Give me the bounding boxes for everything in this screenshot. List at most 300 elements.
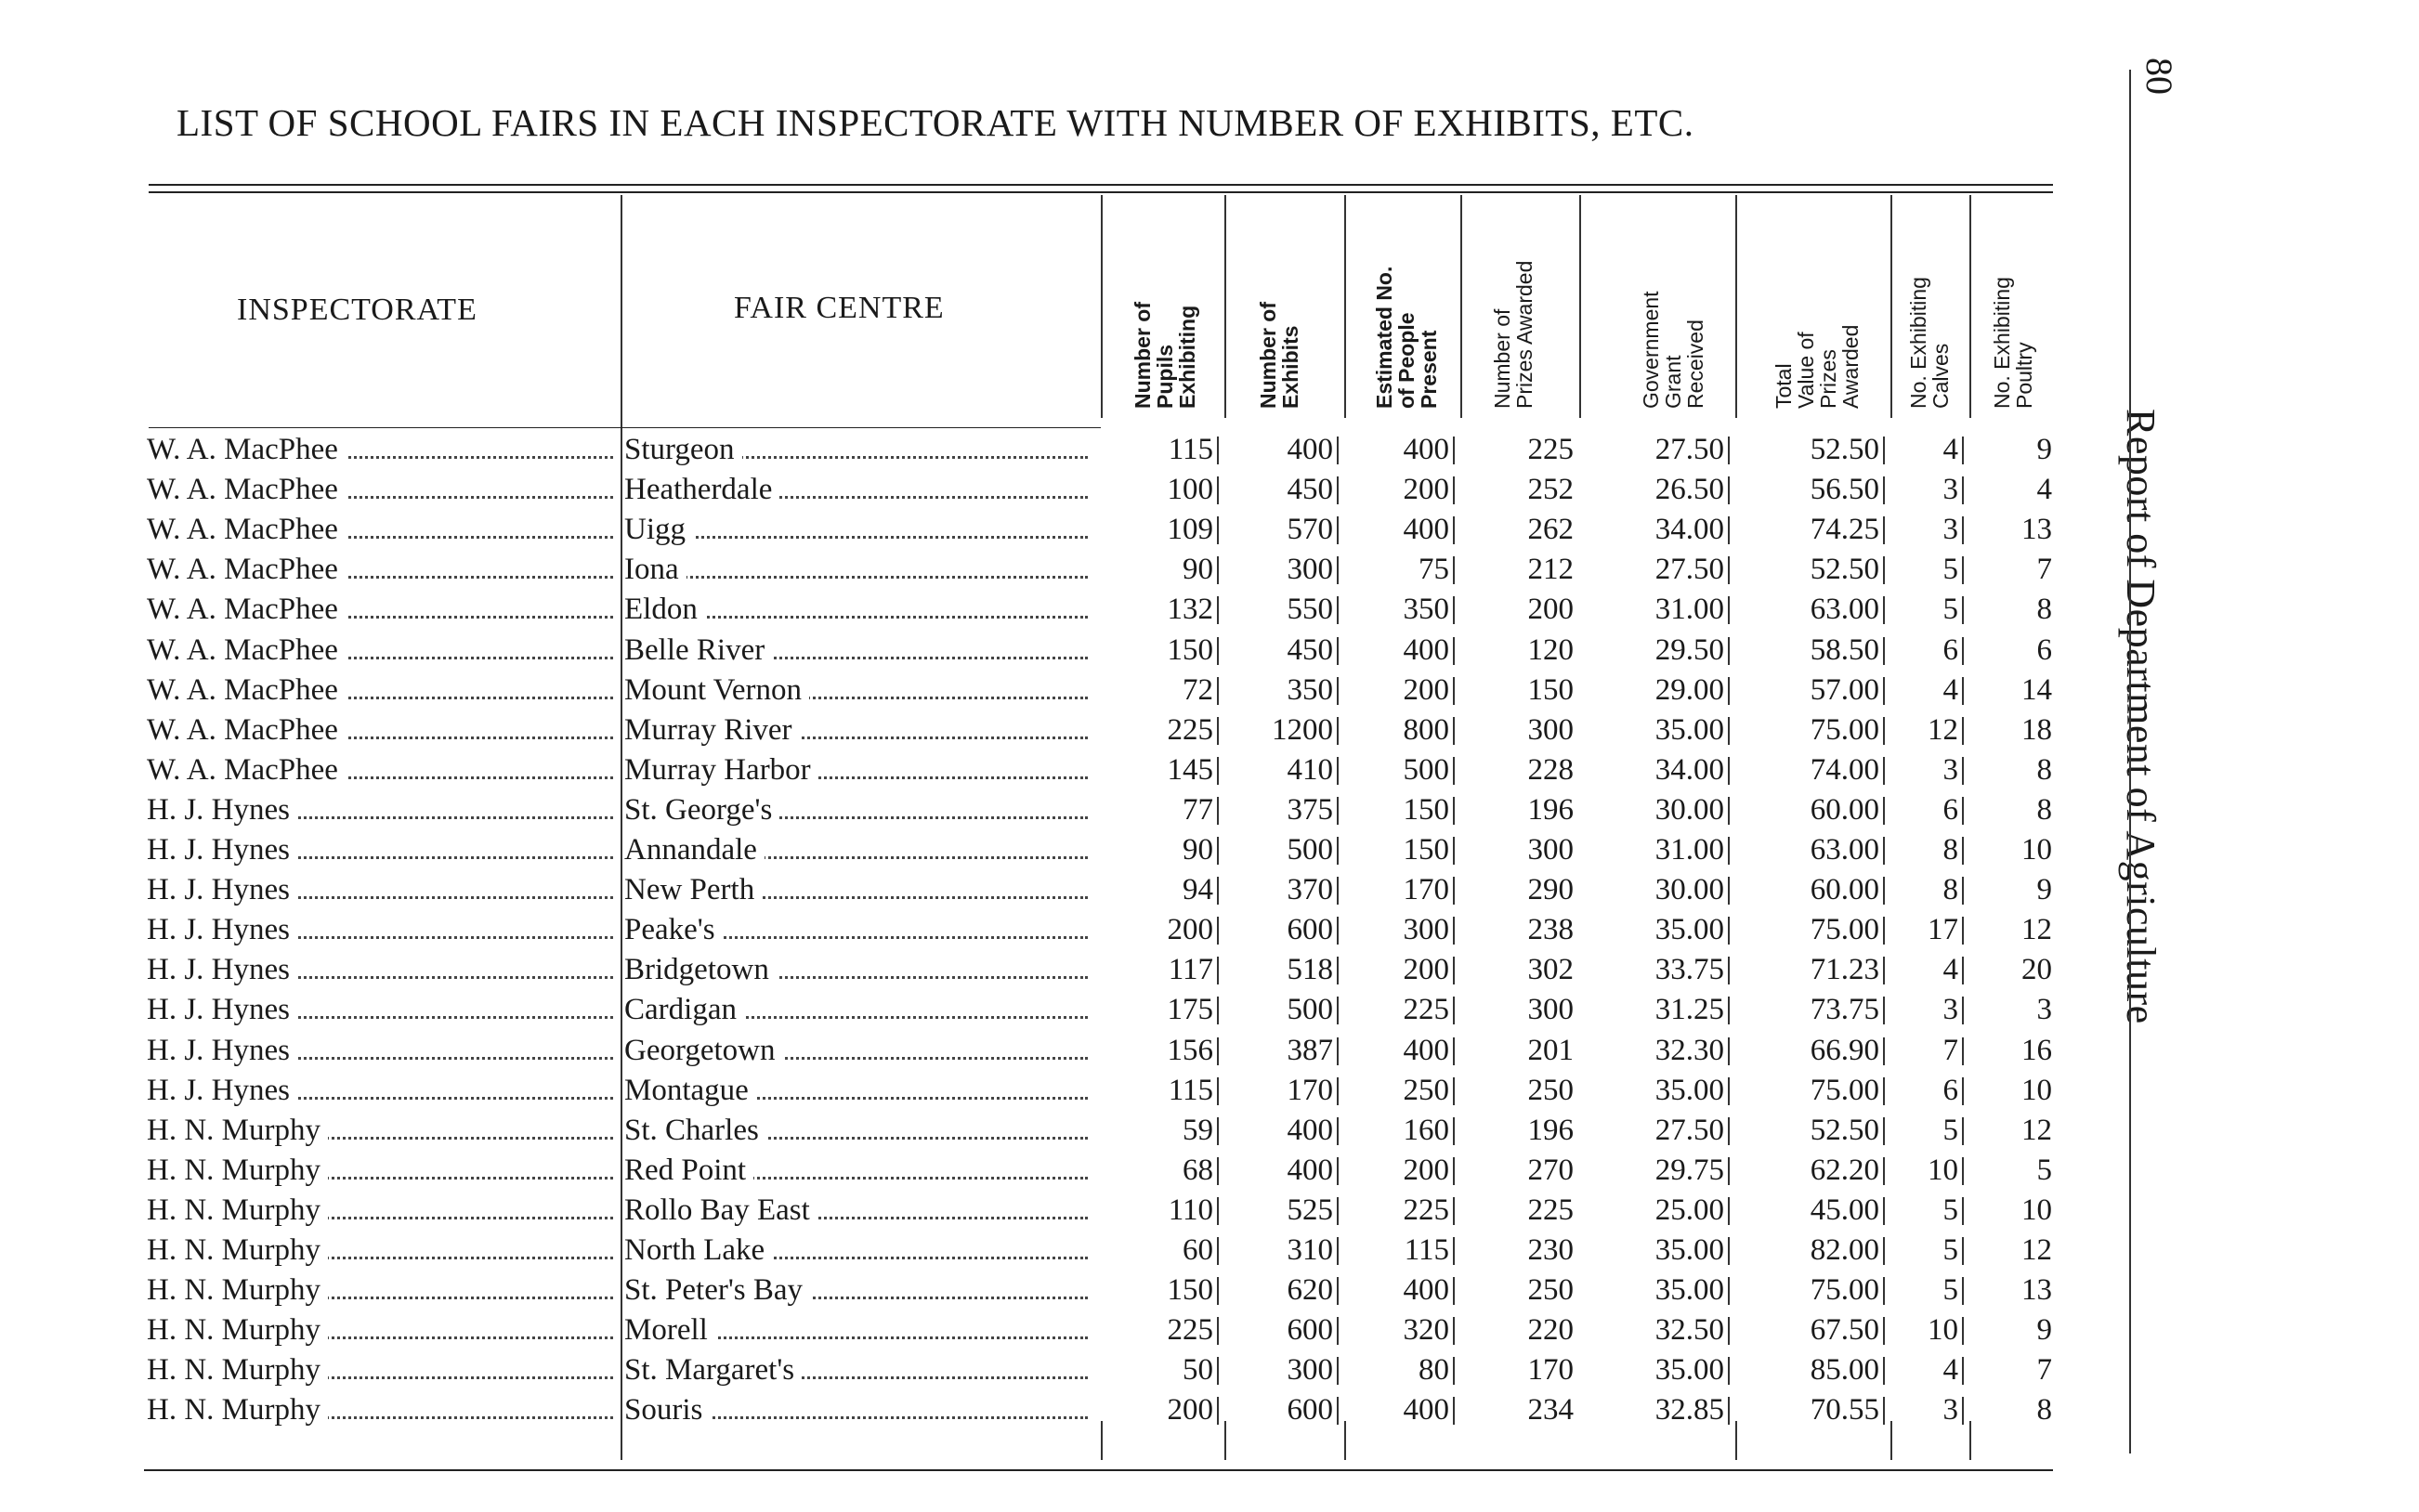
exhibits-value: 400 <box>1287 433 1333 466</box>
prizes-value: 262 <box>1527 513 1574 547</box>
prizes-value: 228 <box>1527 752 1574 787</box>
header-fair-centre: FAIR CENTRE <box>734 291 945 325</box>
people-value: 320 <box>1403 1313 1449 1348</box>
pupils-value: 60 <box>1183 1233 1213 1267</box>
prizes-value: 238 <box>1527 913 1574 947</box>
calves-cell <box>1821 590 1964 630</box>
calves-value: 3 <box>1942 513 1958 547</box>
inspectorate-cell <box>147 1111 619 1151</box>
inspectorate-cell <box>147 1151 619 1191</box>
grant-value: 27.50 <box>1654 433 1724 466</box>
exhibits-value: 387 <box>1287 1033 1333 1067</box>
poultry-value: 20 <box>2021 953 2052 987</box>
grant-value: 26.50 <box>1654 473 1724 507</box>
fair-centre-text: Cardigan <box>624 993 744 1026</box>
people-value: 150 <box>1403 833 1449 867</box>
pupils-value: 110 <box>1168 1193 1213 1227</box>
poultry-value: 12 <box>2021 913 2052 947</box>
inspectorate-text: H. N. Murphy <box>147 1393 328 1427</box>
calves-cell <box>1821 750 1964 790</box>
poultry-cell <box>1979 990 2052 1030</box>
inspectorate-cell <box>147 550 619 590</box>
prizes-value: 212 <box>1527 553 1574 587</box>
fair-centre-text: Red Point <box>624 1154 753 1187</box>
poultry-cell <box>1979 1191 2052 1231</box>
pupils-value: 77 <box>1183 792 1213 827</box>
fair-centre-text: Rollo Bay East <box>624 1193 817 1227</box>
table-row <box>0 990 2062 1030</box>
value-value: 60.00 <box>1810 873 1879 907</box>
people-value: 350 <box>1403 593 1449 627</box>
inspectorate-cell <box>147 1231 619 1271</box>
calves-value: 5 <box>1942 1193 1958 1227</box>
people-value: 115 <box>1404 1233 1449 1267</box>
calves-cell <box>1821 1151 1964 1191</box>
divider-grant <box>1579 195 1581 418</box>
pupils-value: 145 <box>1167 752 1213 787</box>
value-value: 63.00 <box>1810 833 1879 867</box>
prizes-value: 170 <box>1527 1353 1574 1388</box>
grant-value: 31.00 <box>1654 593 1724 627</box>
inspectorate-cell <box>147 750 619 790</box>
fair-centre-text: New Perth <box>624 873 762 906</box>
calves-cell <box>1821 1231 1964 1271</box>
fair-centre-cell <box>624 1271 1093 1310</box>
fair-centre-text: Belle River <box>624 633 772 667</box>
value-value: 56.50 <box>1810 473 1879 507</box>
fair-centre-cell <box>624 631 1093 671</box>
divider-poultry <box>1969 195 1971 418</box>
exhibits-value: 450 <box>1287 473 1333 507</box>
fair-centre-text: Annandale <box>624 833 765 867</box>
poultry-value: 8 <box>2036 1393 2052 1427</box>
calves-value: 6 <box>1942 792 1958 827</box>
inspectorate-text: H. J. Hynes <box>147 833 297 867</box>
fair-centre-cell <box>624 1191 1093 1231</box>
calves-cell <box>1821 1071 1964 1111</box>
prizes-value: 270 <box>1527 1153 1574 1187</box>
calves-value: 17 <box>1928 913 1958 947</box>
table-row <box>0 550 2062 590</box>
calves-cell <box>1821 1390 1964 1430</box>
margin-rule <box>2129 70 2131 1453</box>
fair-centre-text: Murray River <box>624 713 800 747</box>
inspectorate-cell <box>147 590 619 630</box>
value-value: 52.50 <box>1810 1113 1879 1147</box>
inspectorate-cell <box>147 470 619 510</box>
poultry-value: 7 <box>2036 553 2052 587</box>
pupils-value: 94 <box>1183 873 1213 907</box>
table-row <box>0 1031 2062 1071</box>
poultry-cell <box>1979 790 2052 830</box>
exhibits-value: 310 <box>1287 1233 1333 1267</box>
calves-value: 5 <box>1942 1273 1958 1308</box>
poultry-cell <box>1979 1071 2052 1111</box>
pupils-value: 150 <box>1167 1273 1213 1308</box>
inspectorate-cell <box>147 1350 619 1390</box>
table-row <box>0 710 2062 750</box>
calves-cell <box>1821 631 1964 671</box>
fair-centre-cell <box>624 1310 1093 1350</box>
inspectorate-cell <box>147 430 619 470</box>
grant-value: 25.00 <box>1654 1193 1724 1227</box>
exhibits-value: 375 <box>1287 792 1333 827</box>
header-inspectorate: INSPECTORATE <box>237 293 477 327</box>
divider-people <box>1344 195 1346 418</box>
poultry-value: 12 <box>2021 1113 2052 1147</box>
header-estimated-people: Estimated No. of People Present <box>1372 266 1441 409</box>
fair-centre-cell <box>624 1231 1093 1271</box>
grant-value: 35.00 <box>1654 1073 1724 1107</box>
fair-centre-text: Heatherdale <box>624 473 779 506</box>
prizes-value: 150 <box>1527 672 1574 707</box>
grant-value: 32.85 <box>1654 1393 1724 1427</box>
calves-cell <box>1821 950 1964 990</box>
calves-value: 6 <box>1942 1073 1958 1107</box>
exhibits-value: 600 <box>1287 913 1333 947</box>
inspectorate-text: W. A. MacPhee <box>147 473 346 506</box>
poultry-cell <box>1979 631 2052 671</box>
poultry-cell <box>1979 910 2052 950</box>
inspectorate-cell <box>147 1310 619 1350</box>
poultry-cell <box>1979 1310 2052 1350</box>
fair-centre-text: St. Peter's Bay <box>624 1273 810 1307</box>
inspectorate-cell <box>147 870 619 910</box>
inspectorate-text: H. N. Murphy <box>147 1353 328 1387</box>
people-value: 225 <box>1403 1193 1449 1227</box>
inspectorate-text: H. N. Murphy <box>147 1313 328 1347</box>
calves-value: 4 <box>1942 433 1958 466</box>
inspectorate-text: W. A. MacPhee <box>147 713 346 747</box>
grant-value: 32.50 <box>1654 1313 1724 1348</box>
table-row <box>0 910 2062 950</box>
value-value: 71.23 <box>1810 953 1879 987</box>
poultry-value: 16 <box>2021 1033 2052 1067</box>
people-value: 300 <box>1403 913 1449 947</box>
divider-calves <box>1890 195 1892 418</box>
calves-cell <box>1821 550 1964 590</box>
prizes-value: 220 <box>1527 1313 1574 1348</box>
inspectorate-cell <box>147 671 619 710</box>
prizes-value: 302 <box>1527 953 1574 987</box>
people-value: 250 <box>1403 1073 1449 1107</box>
value-value: 70.55 <box>1810 1393 1879 1427</box>
pupils-value: 72 <box>1183 672 1213 707</box>
fair-centre-text: Bridgetown <box>624 953 777 986</box>
header-government-grant: Government Grant Received <box>1639 291 1707 409</box>
grant-value: 27.50 <box>1654 1113 1724 1147</box>
poultry-cell <box>1979 1390 2052 1430</box>
poultry-value: 9 <box>2036 1313 2052 1348</box>
table-row <box>0 631 2062 671</box>
inspectorate-text: H. J. Hynes <box>147 1034 297 1067</box>
inspectorate-text: H. J. Hynes <box>147 1074 297 1107</box>
table-row <box>0 1151 2062 1191</box>
calves-cell <box>1821 710 1964 750</box>
people-value: 400 <box>1403 1033 1449 1067</box>
value-value: 73.75 <box>1810 993 1879 1027</box>
calves-value: 5 <box>1942 593 1958 627</box>
header-calves: No. Exhibiting Calves <box>1906 277 1953 409</box>
poultry-value: 8 <box>2036 792 2052 827</box>
poultry-value: 10 <box>2021 1073 2052 1107</box>
exhibits-value: 300 <box>1287 1353 1333 1388</box>
value-value: 45.00 <box>1810 1193 1879 1227</box>
poultry-cell <box>1979 1231 2052 1271</box>
fair-centre-cell <box>624 910 1093 950</box>
table-row <box>0 1111 2062 1151</box>
inspectorate-text: W. A. MacPhee <box>147 593 346 626</box>
poultry-value: 9 <box>2036 873 2052 907</box>
grant-value: 29.00 <box>1654 672 1724 707</box>
inspectorate-cell <box>147 830 619 870</box>
table-row <box>0 671 2062 710</box>
inspectorate-cell <box>147 910 619 950</box>
pupils-value: 175 <box>1167 993 1213 1027</box>
inspectorate-text: W. A. MacPhee <box>147 673 346 707</box>
calves-cell <box>1821 1271 1964 1310</box>
calves-cell <box>1821 790 1964 830</box>
prizes-value: 225 <box>1527 1193 1574 1227</box>
poultry-value: 9 <box>2036 433 2052 466</box>
exhibits-value: 410 <box>1287 752 1333 787</box>
header-total-value: Total Value of Prizes Awarded <box>1772 324 1863 409</box>
divider-exhibits <box>1224 195 1226 418</box>
poultry-value: 10 <box>2021 1193 2052 1227</box>
fair-centre-cell <box>624 790 1093 830</box>
fair-centre-cell <box>624 950 1093 990</box>
calves-value: 4 <box>1942 953 1958 987</box>
running-header: Report of Department of Agriculture <box>2118 409 2164 1024</box>
calves-cell <box>1821 430 1964 470</box>
value-value: 75.00 <box>1810 913 1879 947</box>
inspectorate-text: W. A. MacPhee <box>147 633 346 667</box>
value-value: 75.00 <box>1810 1073 1879 1107</box>
poultry-cell <box>1979 870 2052 910</box>
calves-value: 12 <box>1928 712 1958 747</box>
grant-value: 27.50 <box>1654 553 1724 587</box>
calves-value: 5 <box>1942 1113 1958 1147</box>
exhibits-value: 500 <box>1287 993 1333 1027</box>
people-value: 200 <box>1403 1153 1449 1187</box>
poultry-cell <box>1979 710 2052 750</box>
fair-centre-text: Eldon <box>624 593 705 626</box>
calves-cell <box>1821 1191 1964 1231</box>
calves-value: 4 <box>1942 1353 1958 1388</box>
fair-centre-cell <box>624 870 1093 910</box>
calves-cell <box>1821 1111 1964 1151</box>
prizes-value: 250 <box>1527 1273 1574 1308</box>
value-value: 75.00 <box>1810 1273 1879 1308</box>
inspectorate-text: H. J. Hynes <box>147 953 297 986</box>
header-prizes-awarded: Number of Prizes Awarded <box>1490 260 1536 409</box>
value-value: 82.00 <box>1810 1233 1879 1267</box>
poultry-value: 18 <box>2021 712 2052 747</box>
calves-value: 10 <box>1928 1313 1958 1348</box>
divider-value <box>1735 195 1737 418</box>
exhibits-value: 620 <box>1287 1273 1333 1308</box>
fair-centre-text: Georgetown <box>624 1034 783 1067</box>
inspectorate-cell <box>147 790 619 830</box>
fair-centre-cell <box>624 830 1093 870</box>
exhibits-value: 500 <box>1287 833 1333 867</box>
poultry-value: 10 <box>2021 833 2052 867</box>
poultry-cell <box>1979 470 2052 510</box>
page-number: 80 <box>2138 58 2180 95</box>
table-row <box>0 1231 2062 1271</box>
pupils-value: 68 <box>1183 1153 1213 1187</box>
inspectorate-text: H. J. Hynes <box>147 913 297 946</box>
value-value: 60.00 <box>1810 792 1879 827</box>
calves-cell <box>1821 470 1964 510</box>
poultry-cell <box>1979 830 2052 870</box>
value-value: 57.00 <box>1810 672 1879 707</box>
calves-cell <box>1821 1031 1964 1071</box>
calves-value: 5 <box>1942 553 1958 587</box>
header-number-of-exhibits: Number of Exhibits <box>1256 302 1302 409</box>
table-row <box>0 1271 2062 1310</box>
pupils-value: 59 <box>1183 1113 1213 1147</box>
fair-centre-cell <box>624 671 1093 710</box>
people-value: 400 <box>1403 513 1449 547</box>
grant-value: 33.75 <box>1654 953 1724 987</box>
calves-cell <box>1821 1350 1964 1390</box>
poultry-cell <box>1979 1031 2052 1071</box>
page-title: LIST OF SCHOOL FAIRS IN EACH INSPECTORATE WITH NUMBER OF EXHIBITS, ETC. <box>177 101 1694 144</box>
poultry-cell <box>1979 430 2052 470</box>
prizes-value: 196 <box>1527 792 1574 827</box>
people-value: 800 <box>1403 712 1449 747</box>
exhibits-value: 400 <box>1287 1113 1333 1147</box>
pupils-value: 115 <box>1168 1073 1213 1107</box>
fair-centre-cell <box>624 510 1093 550</box>
poultry-cell <box>1979 950 2052 990</box>
value-value: 67.50 <box>1810 1313 1879 1348</box>
fair-centre-cell <box>624 470 1093 510</box>
fair-centre-text: North Lake <box>624 1233 772 1267</box>
poultry-value: 13 <box>2021 513 2052 547</box>
exhibits-value: 600 <box>1287 1393 1333 1427</box>
pupils-value: 200 <box>1167 913 1213 947</box>
people-value: 75 <box>1419 553 1449 587</box>
poultry-value: 14 <box>2021 672 2052 707</box>
poultry-cell <box>1979 1151 2052 1191</box>
exhibits-value: 600 <box>1287 1313 1333 1348</box>
fair-centre-text: Iona <box>624 553 686 586</box>
people-value: 225 <box>1403 993 1449 1027</box>
people-value: 170 <box>1403 873 1449 907</box>
calves-value: 6 <box>1942 632 1958 667</box>
fair-centre-text: Peake's <box>624 913 723 946</box>
value-value: 75.00 <box>1810 712 1879 747</box>
divider-prizes <box>1460 195 1462 418</box>
grant-value: 30.00 <box>1654 792 1724 827</box>
inspectorate-cell <box>147 1271 619 1310</box>
poultry-cell <box>1979 1350 2052 1390</box>
inspectorate-text: W. A. MacPhee <box>147 553 346 586</box>
fair-centre-cell <box>624 1071 1093 1111</box>
inspectorate-text: H. N. Murphy <box>147 1273 328 1307</box>
table-row <box>0 430 2062 470</box>
fair-centre-cell <box>624 1111 1093 1151</box>
calves-value: 8 <box>1942 873 1958 907</box>
fair-centre-text: St. Charles <box>624 1114 766 1147</box>
table-row <box>0 470 2062 510</box>
table-row <box>0 1350 2062 1390</box>
calves-cell <box>1821 830 1964 870</box>
inspectorate-text: H. J. Hynes <box>147 793 297 827</box>
poultry-cell <box>1979 550 2052 590</box>
calves-value: 3 <box>1942 752 1958 787</box>
value-value: 74.00 <box>1810 752 1879 787</box>
exhibits-value: 525 <box>1287 1193 1333 1227</box>
grant-value: 35.00 <box>1654 913 1724 947</box>
inspectorate-cell <box>147 990 619 1030</box>
inspectorate-text: H. J. Hynes <box>147 873 297 906</box>
header-pupils-exhibiting: Number of Pupils Exhibiting <box>1131 302 1199 409</box>
inspectorate-cell <box>147 510 619 550</box>
fair-centre-text: Sturgeon <box>624 433 742 466</box>
fair-centre-text: St. Margaret's <box>624 1353 802 1387</box>
inspectorate-cell <box>147 950 619 990</box>
poultry-value: 12 <box>2021 1233 2052 1267</box>
poultry-cell <box>1979 590 2052 630</box>
pupils-value: 50 <box>1183 1353 1213 1388</box>
value-value: 66.90 <box>1810 1033 1879 1067</box>
table-row <box>0 590 2062 630</box>
inspectorate-text: W. A. MacPhee <box>147 433 346 466</box>
inspectorate-cell <box>147 1071 619 1111</box>
pupils-value: 150 <box>1167 632 1213 667</box>
grant-value: 35.00 <box>1654 1273 1724 1308</box>
calves-value: 5 <box>1942 1233 1958 1267</box>
inspectorate-text: H. N. Murphy <box>147 1114 328 1147</box>
inspectorate-cell <box>147 631 619 671</box>
grant-value: 35.00 <box>1654 1353 1724 1388</box>
pupils-value: 109 <box>1167 513 1213 547</box>
inspectorate-cell <box>147 1390 619 1430</box>
people-value: 400 <box>1403 1393 1449 1427</box>
divider-pupils <box>1101 195 1103 418</box>
poultry-cell <box>1979 1271 2052 1310</box>
poultry-cell <box>1979 1111 2052 1151</box>
pupils-value: 200 <box>1167 1393 1213 1427</box>
fair-centre-cell <box>624 750 1093 790</box>
inspectorate-text: H. N. Murphy <box>147 1193 328 1227</box>
pupils-value: 90 <box>1183 553 1213 587</box>
poultry-value: 5 <box>2036 1153 2052 1187</box>
inspectorate-cell <box>147 710 619 750</box>
calves-value: 3 <box>1942 1393 1958 1427</box>
prizes-value: 200 <box>1527 593 1574 627</box>
fair-centre-text: Morell <box>624 1313 715 1347</box>
grant-value: 30.00 <box>1654 873 1724 907</box>
grant-value: 35.00 <box>1654 712 1724 747</box>
prizes-value: 230 <box>1527 1233 1574 1267</box>
inspectorate-text: W. A. MacPhee <box>147 753 346 787</box>
calves-cell <box>1821 510 1964 550</box>
exhibits-value: 518 <box>1287 953 1333 987</box>
calves-value: 4 <box>1942 672 1958 707</box>
grant-value: 32.30 <box>1654 1033 1724 1067</box>
grant-value: 34.00 <box>1654 752 1724 787</box>
people-value: 400 <box>1403 433 1449 466</box>
inspectorate-text: H. N. Murphy <box>147 1154 328 1187</box>
table-row <box>0 750 2062 790</box>
exhibits-value: 570 <box>1287 513 1333 547</box>
inspectorate-text: H. N. Murphy <box>147 1233 328 1267</box>
fair-centre-cell <box>624 1390 1093 1430</box>
